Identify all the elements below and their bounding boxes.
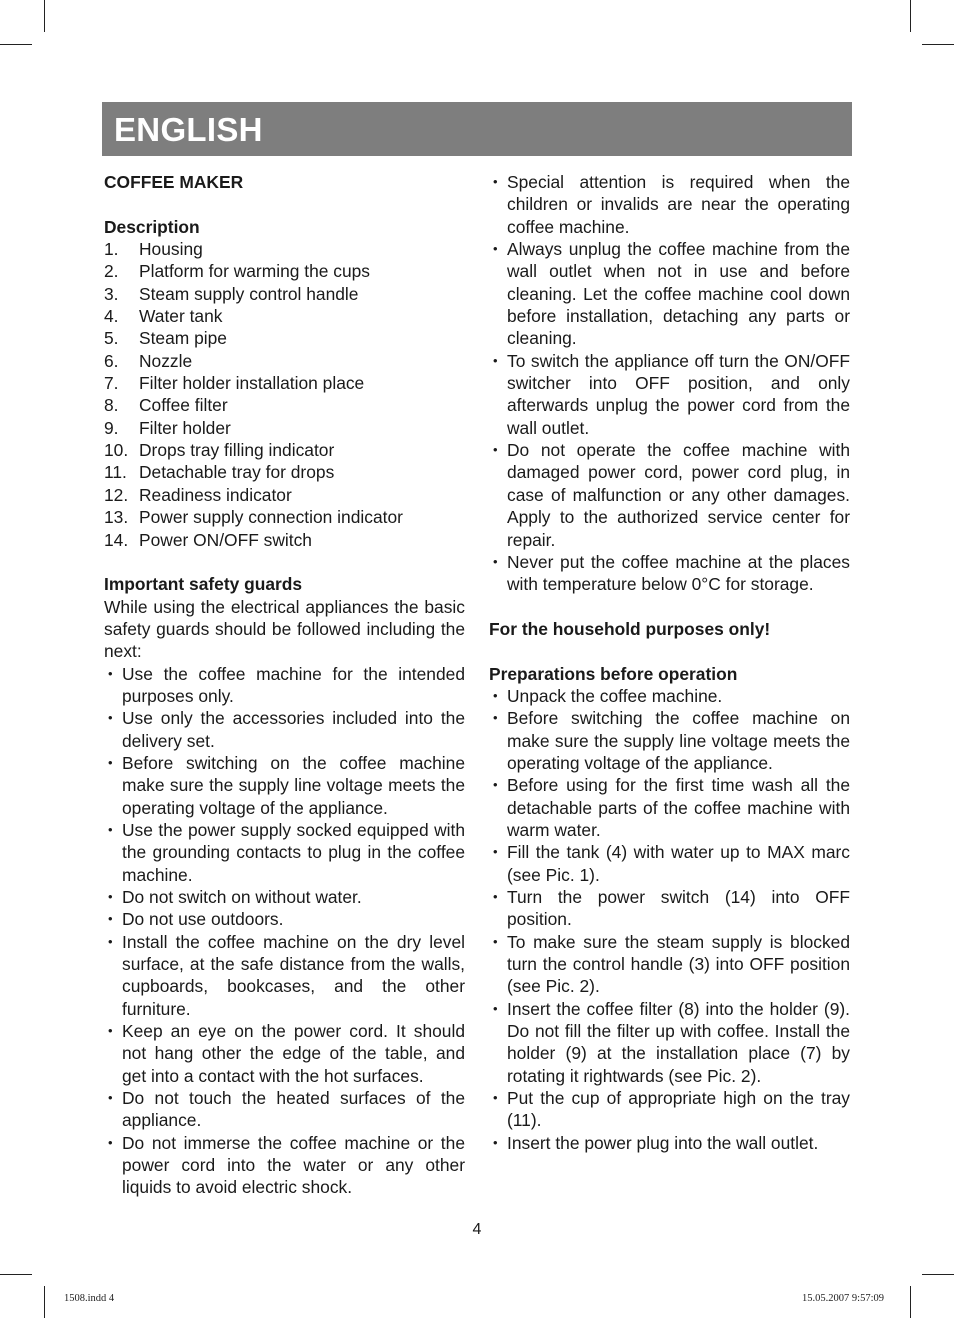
- bullet-icon: •: [493, 174, 498, 189]
- item-text: Housing: [139, 239, 203, 260]
- bullet-icon: •: [493, 442, 498, 458]
- description-item: [104, 238, 465, 260]
- bullet-icon: •: [108, 821, 113, 837]
- bullet-text: Before switching the coffee machine on make sure the supply line voltage meets the operating voltage of the appliance.: [507, 708, 850, 773]
- safety-item: [489, 350, 850, 439]
- crop-mark: [0, 44, 32, 45]
- item-text: Power ON/OFF switch: [139, 529, 312, 550]
- bullet-text: Do not operate the coffee machine with damaged power cord, power cord plug, in case of malfunction or any other damages. Apply to the authorized service center for repair.: [507, 440, 850, 550]
- bullet-text: Use only the accessories included into the delivery set.: [122, 708, 465, 751]
- bullet-icon: •: [108, 1023, 113, 1039]
- bullet-text: Use the coffee machine for the intended purposes only.: [122, 663, 465, 706]
- bullet-text: Always unplug the coffee machine from the wall outlet when not in use and before cleaning. Let the coffee machine cool down before installation, detaching any parts or cleaning.: [507, 239, 850, 349]
- bullet-icon: •: [493, 777, 498, 793]
- bullet-text: Fill the tank (4) with water up to MAX marc (see Pic. 1).: [507, 842, 850, 885]
- safety-item: [104, 931, 465, 1020]
- prep-item: [489, 707, 850, 774]
- description-list: [104, 238, 465, 551]
- prep-item: [489, 685, 850, 707]
- date-slug: 15.05.2007 9:57:09: [802, 1293, 884, 1304]
- safety-item: [489, 171, 850, 238]
- banner-title: ENGLISH: [114, 111, 263, 148]
- bullet-icon: •: [493, 352, 498, 368]
- bullet-icon: •: [493, 687, 498, 703]
- bullet-text: Do not use outdoors.: [122, 909, 284, 930]
- safety-item: [104, 752, 465, 819]
- bullet-icon: •: [493, 1134, 498, 1150]
- description-item: [104, 484, 465, 506]
- bullet-text: Turn the power switch (14) into OFF position.: [507, 887, 850, 930]
- bullet-icon: •: [108, 710, 113, 726]
- item-text: Platform for warming the cups: [139, 261, 370, 282]
- bullet-icon: •: [493, 933, 498, 949]
- description-item: [104, 305, 465, 327]
- prep-heading: Preparations before operation: [489, 663, 738, 684]
- bullet-text: Special attention is required when the children or invalids are near the operating coffee machine.: [507, 172, 850, 237]
- bullet-icon: •: [108, 933, 113, 949]
- bullet-icon: •: [493, 1000, 498, 1016]
- item-number: 9.: [104, 417, 119, 438]
- language-banner: [102, 102, 852, 156]
- bullet-text: Do not immerse the coffee machine or the power cord into the water or any other liquids to avoid electric shock.: [122, 1132, 465, 1198]
- bullet-icon: •: [493, 1090, 498, 1106]
- item-number: 12.: [104, 484, 129, 505]
- prep-item: [489, 998, 850, 1087]
- crop-mark: [922, 1274, 954, 1275]
- item-number: 4.: [104, 306, 119, 327]
- item-text: Readiness indicator: [139, 484, 292, 505]
- item-text: Detachable tray for drops: [139, 462, 335, 483]
- bullet-text: To make sure the steam supply is blocked turn the control handle (3) into OFF position (see Pic. 2).: [507, 931, 850, 997]
- safety-item: [489, 439, 850, 551]
- description-item: [104, 327, 465, 349]
- bullet-text: To switch the appliance off turn the ON/OFF switcher into OFF position, and only afterwards unplug the power cord from the wall outlet.: [507, 350, 850, 438]
- item-text: Drops tray filling indicator: [139, 440, 335, 461]
- bullet-text: Before switching on the coffee machine make sure the supply line voltage meets the operating voltage of the appliance.: [122, 752, 465, 818]
- description-heading: Description: [104, 216, 200, 237]
- prep-item: [489, 1132, 850, 1154]
- safety-item: [489, 238, 850, 350]
- prep-item: [489, 1087, 850, 1132]
- prep-item: [489, 841, 850, 886]
- description-item: [104, 350, 465, 372]
- description-item: [104, 461, 465, 483]
- crop-mark: [0, 1274, 32, 1275]
- bullet-icon: •: [493, 844, 498, 860]
- safety-item: [104, 663, 465, 708]
- item-text: Filter holder: [139, 417, 231, 438]
- product-title: COFFEE MAKER: [104, 172, 244, 192]
- prep-item: [489, 774, 850, 841]
- household-note: For the household purposes only!: [489, 618, 771, 639]
- bullet-icon: •: [108, 1090, 113, 1106]
- crop-mark: [910, 1286, 911, 1318]
- item-number: 5.: [104, 328, 119, 349]
- bullet-text: Insert the power plug into the wall outlet.: [507, 1132, 819, 1153]
- safety-item: [104, 908, 465, 930]
- bullet-icon: •: [108, 911, 113, 927]
- item-number: 11.: [104, 462, 127, 483]
- item-number: 3.: [104, 283, 119, 304]
- item-number: 7.: [104, 373, 119, 394]
- item-number: 8.: [104, 395, 119, 416]
- bullet-icon: •: [493, 889, 498, 904]
- item-text: Coffee filter: [139, 395, 228, 416]
- bullet-text: Use the power supply socked equipped with the grounding contacts to plug in the coffee machine.: [122, 819, 465, 885]
- prep-item: [489, 931, 850, 998]
- bullet-text: Insert the coffee filter (8) into the holder (9). Do not fill the filter up with coffee. Install the holder (9) at the installation place (7) by rotating it rightwards (see Pic. 2).: [507, 998, 850, 1086]
- safety-item: [104, 1132, 465, 1199]
- item-number: 14.: [104, 529, 129, 550]
- safety-item: [104, 886, 465, 908]
- crop-mark: [44, 0, 45, 32]
- safety-intro: While using the electrical appliances the basic safety guards should be followed including the next:: [104, 596, 465, 662]
- safety-item: [104, 819, 465, 886]
- safety-heading: Important safety guards: [104, 574, 303, 595]
- bullet-icon: •: [108, 889, 113, 904]
- safety-item: [104, 1020, 465, 1087]
- description-item: [104, 372, 465, 394]
- item-text: Nozzle: [139, 350, 193, 371]
- crop-mark: [910, 0, 911, 32]
- item-text: Steam supply control handle: [139, 283, 359, 304]
- safety-item: [489, 551, 850, 596]
- description-item: [104, 260, 465, 282]
- crop-mark: [44, 1286, 45, 1318]
- bullet-text: Keep an eye on the power cord. It should not hang other the edge of the table, and get into a contact with the hot surfaces.: [122, 1021, 465, 1086]
- bullet-text: Unpack the coffee machine.: [507, 685, 723, 706]
- file-slug: 1508.indd 4: [64, 1293, 115, 1304]
- safety-list: [104, 663, 465, 1199]
- description-item: [104, 394, 465, 416]
- safety-item: [104, 707, 465, 752]
- description-item: [104, 439, 465, 461]
- bullet-icon: •: [493, 710, 498, 726]
- item-number: 6.: [104, 350, 119, 371]
- prep-item: [489, 886, 850, 931]
- safety-item: [104, 1087, 465, 1132]
- item-text: Water tank: [139, 306, 223, 327]
- description-item: [104, 283, 465, 305]
- prep-list: [489, 685, 850, 1154]
- bullet-text: Before using for the first time wash all the detachable parts of the coffee machine with warm water.: [507, 775, 850, 840]
- description-item: [104, 506, 465, 528]
- crop-mark: [922, 44, 954, 45]
- right-column: [489, 171, 850, 1154]
- bullet-text: Do not touch the heated surfaces of the appliance.: [122, 1088, 465, 1131]
- bullet-text: Put the cup of appropriate high on the tray (11).: [507, 1088, 850, 1131]
- bullet-text: Do not switch on without water.: [122, 887, 362, 907]
- bullet-icon: •: [493, 241, 498, 257]
- item-text: Power supply connection indicator: [139, 507, 403, 528]
- item-text: Filter holder installation place: [139, 373, 365, 394]
- safety-list-continued: [489, 171, 850, 596]
- item-number: 13.: [104, 507, 129, 528]
- left-column: [104, 171, 465, 1199]
- bullet-text: Install the coffee machine on the dry level surface, at the safe distance from the walls, cupboards, bookcases, and the other furniture.: [122, 931, 465, 1019]
- item-text: Steam pipe: [139, 328, 227, 349]
- item-number: 2.: [104, 261, 119, 282]
- page-number: 4: [472, 1221, 482, 1238]
- description-item: [104, 417, 465, 439]
- item-number: 1.: [104, 239, 119, 260]
- bullet-icon: •: [108, 754, 113, 770]
- bullet-icon: •: [108, 1134, 113, 1150]
- item-number: 10.: [104, 440, 129, 461]
- bullet-text: Never put the coffee machine at the places with temperature below 0°C for storage.: [507, 551, 850, 595]
- bullet-icon: •: [493, 553, 498, 569]
- description-item: [104, 529, 465, 551]
- bullet-icon: •: [108, 665, 113, 681]
